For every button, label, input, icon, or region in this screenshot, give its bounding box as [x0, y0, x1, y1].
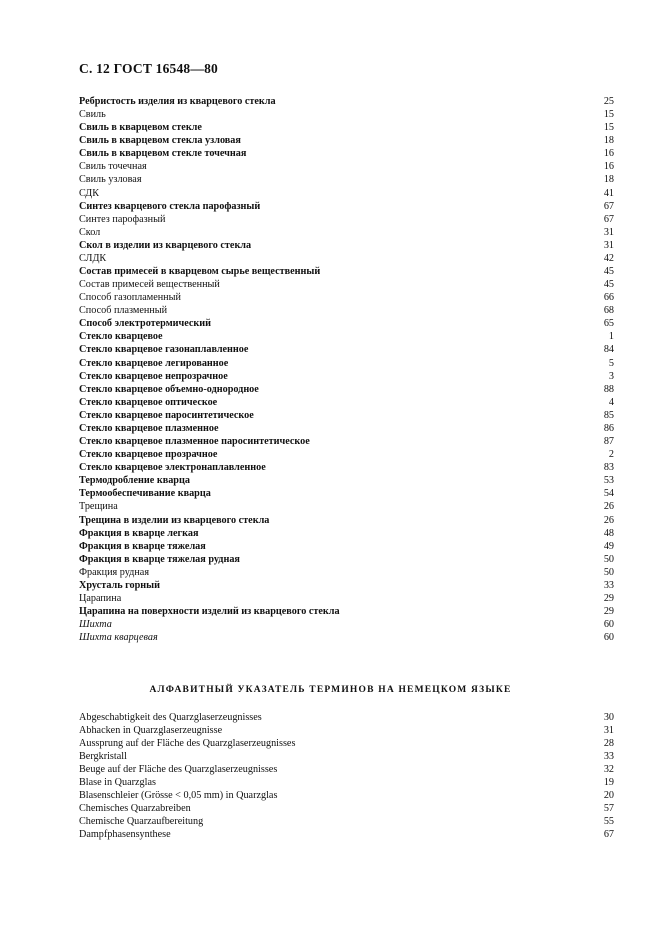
index-page-number: 68: [603, 305, 614, 317]
index-page-number: 18: [603, 135, 614, 147]
index-entry: [79, 291, 614, 304]
index-entry: [79, 304, 614, 317]
index-term: Хрусталь горный: [79, 579, 160, 591]
index-page-number: 29: [603, 606, 614, 618]
index-entry: [79, 396, 614, 409]
index-entry: [79, 631, 614, 644]
index-page-number: 86: [603, 422, 614, 434]
index-page-number: 50: [603, 553, 614, 565]
index-entry: [79, 828, 614, 841]
index-page-number: 88: [603, 383, 614, 395]
index-page-number: 66: [603, 292, 614, 304]
index-term: Фракция в кварце тяжелая: [79, 540, 206, 552]
index-term: Трещина: [79, 501, 118, 513]
index-page-number: 53: [603, 475, 614, 487]
index-entry: [79, 173, 614, 186]
index-entry: [79, 448, 614, 461]
index-term: Стекло кварцевое паросинтетическое: [79, 409, 254, 421]
index-page-number: 45: [603, 279, 614, 291]
index-page-number: 18: [603, 174, 614, 186]
index-term: Стекло кварцевое газонаплавленное: [79, 344, 249, 356]
index-term: Синтез кварцевого стекла парофазный: [79, 200, 261, 212]
index-term: Стекло кварцевое прозрачное: [79, 449, 218, 461]
index-entry: [79, 108, 614, 121]
index-page-number: 84: [603, 344, 614, 356]
index-entry: [79, 121, 614, 134]
index-page-number: 20: [603, 790, 614, 801]
index-term: Фракция рудная: [79, 566, 150, 578]
index-term: Свиль точечная: [79, 161, 147, 173]
index-term: Chemische Quarzaufbereitung: [79, 816, 204, 827]
index-term: Состав примесей в кварцевом сырье вещественный: [79, 266, 321, 278]
index-term: Свиль: [79, 109, 106, 121]
index-term: Синтез парофазный: [79, 213, 166, 225]
index-term: Царапина на поверхности изделий из кварцевого стекла: [79, 606, 340, 618]
index-term: Трещина в изделии из кварцевого стекла: [79, 514, 270, 526]
index-page-number: 30: [603, 712, 614, 723]
index-term: Abgeschabtigkeit des Quarzglaserzeugnisses: [79, 712, 262, 723]
index-term: Стекло кварцевое плазменное: [79, 422, 219, 434]
index-entry: [79, 789, 614, 802]
index-page-number: 29: [603, 592, 614, 604]
index-term: Стекло кварцевое объемно-однородное: [79, 383, 259, 395]
index-entry: [79, 540, 614, 553]
index-entry: [79, 724, 614, 737]
index-entry: [79, 383, 614, 396]
index-page-number: 15: [603, 109, 614, 121]
index-page-number: 54: [603, 488, 614, 500]
index-entry: [79, 553, 614, 566]
index-page-number: 60: [603, 632, 614, 644]
index-entry: [79, 461, 614, 474]
index-term: Способ электротермический: [79, 318, 212, 330]
index-page-number: 48: [603, 527, 614, 539]
index-entry: [79, 605, 614, 618]
index-term: Bergkristall: [79, 751, 127, 762]
index-entry: [79, 579, 614, 592]
index-entry: [79, 500, 614, 513]
index-entry: [79, 160, 614, 173]
index-term: Термодробление кварца: [79, 475, 190, 487]
index-entry: [79, 435, 614, 448]
index-entry: [79, 409, 614, 422]
index-entry: [79, 592, 614, 605]
index-entry: [79, 370, 614, 383]
index-entry: [79, 226, 614, 239]
index-page-number: 67: [603, 213, 614, 225]
index-page-number: 85: [603, 409, 614, 421]
index-page-number: 31: [603, 226, 614, 238]
index-page-number: 1: [608, 331, 614, 343]
german-term-index: [79, 711, 614, 841]
index-page-number: 65: [603, 318, 614, 330]
index-entry: [79, 330, 614, 343]
index-entry: [79, 357, 614, 370]
index-entry: [79, 566, 614, 579]
index-entry: [79, 200, 614, 213]
index-term: Скол: [79, 226, 101, 238]
index-page-number: 31: [603, 239, 614, 251]
index-term: Dampfphasensynthese: [79, 829, 171, 840]
index-entry: [79, 514, 614, 527]
index-page-number: 26: [603, 514, 614, 526]
russian-term-index: [79, 95, 614, 644]
index-page-number: 60: [603, 619, 614, 631]
index-entry: [79, 252, 614, 265]
index-page-number: 55: [603, 816, 614, 827]
index-page-number: 16: [603, 148, 614, 160]
index-page-number: 83: [603, 462, 614, 474]
index-entry: [79, 527, 614, 540]
index-page-number: 87: [603, 436, 614, 448]
index-page-number: 31: [603, 725, 614, 736]
index-term: Способ газопламенный: [79, 292, 181, 304]
index-entry: [79, 134, 614, 147]
index-entry: [79, 343, 614, 356]
index-entry: [79, 278, 614, 291]
index-entry: [79, 147, 614, 160]
index-page-number: 5: [608, 357, 614, 369]
index-term: Шихта кварцевая: [79, 632, 158, 644]
index-page-number: 42: [603, 252, 614, 264]
index-term: Свиль в кварцевом стекла узловая: [79, 135, 241, 147]
index-page-number: 41: [603, 187, 614, 199]
index-term: Способ плазменный: [79, 305, 168, 317]
index-entry: [79, 618, 614, 631]
index-entry: [79, 474, 614, 487]
german-index-title: АЛФАВИТНЫЙ УКАЗАТЕЛЬ ТЕРМИНОВ НА НЕМЕЦКОМ ЯЗЫКЕ: [149, 685, 512, 695]
index-entry: [79, 750, 614, 763]
index-term: Фракция в кварце легкая: [79, 527, 199, 539]
index-entry: [79, 213, 614, 226]
index-term: Chemisches Quarzabreiben: [79, 803, 191, 814]
index-term: Фракция в кварце тяжелая рудная: [79, 553, 240, 565]
index-term: Скол в изделии из кварцевого стекла: [79, 239, 252, 251]
index-entry: [79, 422, 614, 435]
index-page-number: 26: [603, 501, 614, 513]
index-term: Свиль узловая: [79, 174, 142, 186]
index-term: Свиль в кварцевом стекле точечная: [79, 148, 247, 160]
index-page-number: 33: [603, 579, 614, 591]
index-page-number: 16: [603, 161, 614, 173]
index-entry: [79, 239, 614, 252]
index-term: Стекло кварцевое плазменное паросинтетическое: [79, 436, 310, 448]
index-term: Царапина: [79, 592, 122, 604]
index-page-number: 28: [603, 738, 614, 749]
index-page-number: 19: [603, 777, 614, 788]
index-term: Стекло кварцевое: [79, 331, 163, 343]
index-term: СДК: [79, 187, 100, 199]
index-term: Термообеспечивание кварца: [79, 488, 211, 500]
index-entry: [79, 265, 614, 278]
index-page-number: 45: [603, 266, 614, 278]
index-term: Состав примесей вещественный: [79, 279, 220, 291]
index-page-number: 49: [603, 540, 614, 552]
index-term: Стекло кварцевое непрозрачное: [79, 370, 228, 382]
index-entry: [79, 802, 614, 815]
index-entry: [79, 95, 614, 108]
index-page-number: 57: [603, 803, 614, 814]
index-entry: [79, 711, 614, 724]
index-term: Blasenschleier (Grösse < 0,05 mm) in Quarzglas: [79, 790, 278, 801]
index-entry: [79, 737, 614, 750]
index-term: Ребристость изделия из кварцевого стекла: [79, 96, 276, 107]
page-header: С. 12 ГОСТ 16548—80: [79, 61, 218, 76]
index-term: Свиль в кварцевом стекле: [79, 122, 202, 134]
index-term: Стекло кварцевое легированное: [79, 357, 229, 369]
index-page-number: 25: [603, 96, 614, 107]
index-entry: [79, 317, 614, 330]
index-term: Aussprung auf der Fläche des Quarzglaserzeugnisses: [79, 738, 296, 749]
index-term: Стекло кварцевое оптическое: [79, 396, 218, 408]
index-page-number: 67: [603, 200, 614, 212]
index-page-number: 50: [603, 566, 614, 578]
index-term: Шихта: [79, 619, 112, 631]
index-entry: [79, 776, 614, 789]
index-entry: [79, 815, 614, 828]
index-entry: [79, 487, 614, 500]
index-entry: [79, 763, 614, 776]
index-term: Blase in Quarzglas: [79, 777, 156, 788]
index-page-number: 15: [603, 122, 614, 134]
index-term: СЛДК: [79, 252, 107, 264]
index-page-number: 3: [608, 370, 614, 382]
index-page-number: 67: [603, 829, 614, 840]
index-term: Beuge auf der Fläche des Quarzglaserzeugnisses: [79, 764, 278, 775]
index-page-number: 33: [603, 751, 614, 762]
index-entry: [79, 187, 614, 200]
index-term: Abhacken in Quarzglaserzeugnisse: [79, 725, 223, 736]
index-page-number: 4: [608, 396, 614, 408]
index-page-number: 2: [608, 449, 614, 461]
index-page-number: 32: [603, 764, 614, 775]
index-term: Стекло кварцевое электронаплавленное: [79, 462, 266, 474]
